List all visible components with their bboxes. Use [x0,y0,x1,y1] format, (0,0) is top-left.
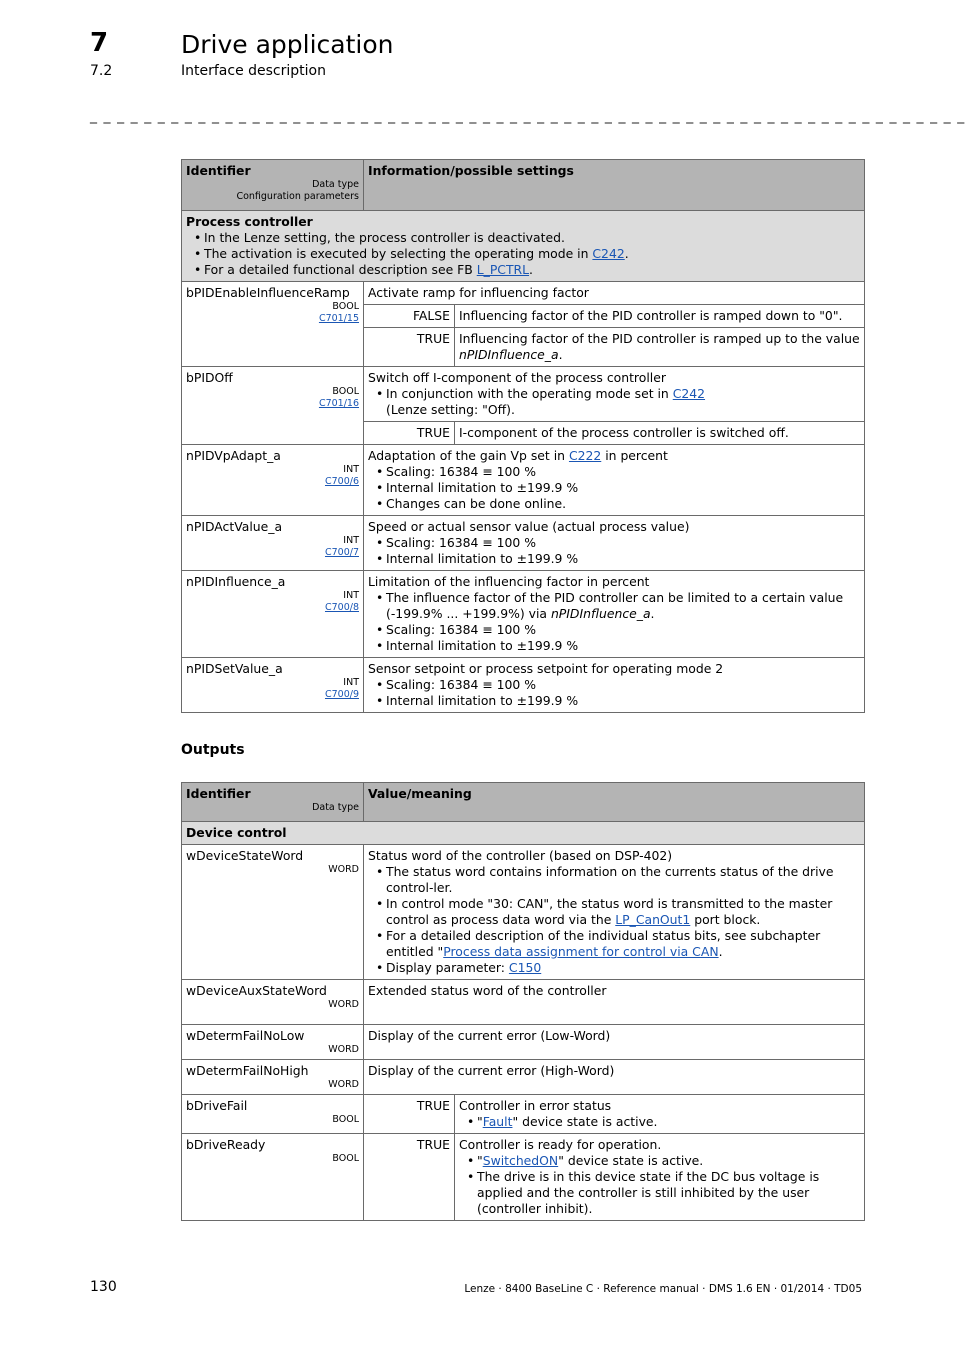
param-link[interactable]: C701/16 [318,398,359,409]
param-link[interactable]: C700/6 [324,476,359,487]
link-c242[interactable]: C242 [672,386,706,401]
chapter-number: 7 [90,28,109,58]
list-item: • The status word contains information on the currents status of the drive control-ler. [386,864,860,896]
param-link[interactable]: C701/15 [318,313,359,324]
identifier-header-cell: Identifier Data type [182,783,364,822]
table-row: nPIDSetValue_a INT C700/9 Sensor setpoint or process setpoint for operating mode 2 • Scaling: 16384 ≡ 100 % • Internal limitation to ±199.9 % [182,658,865,713]
link-c242[interactable]: C242 [592,246,625,261]
outputs-heading: Outputs [181,742,245,758]
table-row: nPIDInfluence_a INT C700/8 Limitation of the influencing factor in percent • The influence factor of the PID controller can be limited to a certain value (-199.9% ... +199.9%) via nPIDInfluence_a. • Scaling: 16384 ≡ 100 % • Internal limitation to ±199.9 % [182,571,865,658]
link-lp-canout1[interactable]: LP_CanOut1 [615,912,691,927]
table-header-row [182,783,865,822]
identifier-cell: bDriveReady BOOL [182,1134,364,1221]
identifier-cell: nPIDVpAdapt_a INT C700/6 [182,445,364,516]
table-row: bPIDEnableInfluenceRamp BOOL C701/15 Activate ramp for influencing factor [182,282,865,305]
identifier-cell: nPIDInfluence_a INT C700/8 [182,571,364,658]
list-item: • Scaling: 16384 ≡ 100 % [386,535,860,551]
group-row-device-control: Device control [182,822,865,845]
table-row: nPIDVpAdapt_a INT C700/6 Adaptation of the gain Vp set in C222 in percent • Scaling: 16384 ≡ 100 % • Internal limitation to ±199.9 % • Changes can be done online. [182,445,865,516]
identifier-cell: bPIDEnableInfluenceRamp BOOL C701/15 [182,282,364,367]
list-item: • The influence factor of the PID controller can be limited to a certain value (-199.9% ... +199.9%) via nPIDInfluence_a. [386,590,860,622]
list-item: • In control mode "30: CAN", the status word is transmitted to the master control as process data word via the LP_CanOut1 port block. [386,896,860,928]
list-item: • Internal limitation to ±199.9 % [386,480,860,496]
group-row-process-controller [182,211,865,282]
list-item: • Scaling: 16384 ≡ 100 % [386,677,860,693]
list-item: • For a detailed description of the individual status bits, see subchapter entitled "Process data assignment for control via CAN. [386,928,860,960]
identifier-header-cell: Identifier Data type Configuration parameters [182,160,364,211]
list-item: • Display parameter: C150 [386,960,860,976]
table-row: bDriveReady BOOL TRUE Controller is ready for operation. • "SwitchedON" device state is active. • The drive is in this device state if the DC bus voltage is applied and the controller is still inhibited by the user (controller inhibit). [182,1134,865,1221]
identifier-cell: wDeviceStateWord WORD [182,845,364,980]
page-number: 130 [90,1279,117,1295]
link-switchedon[interactable]: SwitchedON [482,1153,559,1168]
table-row: wDetermFailNoLow WORD Display of the current error (Low-Word) [182,1025,865,1060]
table-row: wDetermFailNoHigh WORD Display of the current error (High-Word) [182,1060,865,1095]
table-row: TRUE Influencing factor of the PID controller is ramped up to the value nPIDInfluence_a. [182,328,865,367]
list-item: • Scaling: 16384 ≡ 100 % [386,464,860,480]
list-item: • Changes can be done online. [386,496,860,512]
link-process-data-assignment[interactable]: Process data assignment for control via CAN [443,944,719,959]
inputs-table [181,159,865,713]
table-row: wDeviceAuxStateWord WORD Extended status word of the controller [182,980,865,1025]
identifier-cell: nPIDSetValue_a INT C700/9 [182,658,364,713]
table-row: nPIDActValue_a INT C700/7 Speed or actual sensor value (actual process value) • Scaling: 16384 ≡ 100 % • Internal limitation to ±199.9 % [182,516,865,571]
group-bullets [186,230,860,278]
link-l-pctrl[interactable]: L_PCTRL [476,262,530,277]
list-item: • The activation is executed by selecting the operating mode in C242. [204,246,860,262]
chapter-title: Drive application [181,30,394,59]
list-item: • In conjunction with the operating mode set in C242 (Lenze setting: "Off). [386,386,860,418]
table-row: bPIDOff BOOL C701/16 Switch off I-component of the process controller • In conjunction with the operating mode set in C242 (Lenze setting: "Off). [182,367,865,422]
group-title: Process controller [186,214,313,229]
section-title: Interface description [181,63,326,79]
list-item: • The drive is in this device state if the DC bus voltage is applied and the controller is still inhibited by the user (controller inhibit). [477,1169,860,1217]
table-row: wDeviceStateWord WORD Status word of the controller (based on DSP-402) • The status word contains information on the currents status of the drive control-ler. • In control mode "30: CAN", the status word is transmitted to the master control as process data word via the LP_CanOut1 port block. • For a detailed description of the individual status bits, see subchapter entitled "Process data assignment for control via CAN. • Display parameter: C150 [182,845,865,980]
table-row: TRUE I-component of the process controller is switched off. [182,422,865,445]
identifier-cell: bPIDOff BOOL C701/16 [182,367,364,445]
header-divider: _ _ _ _ _ _ _ _ _ _ _ _ _ _ _ _ _ _ _ _ _ _ _ _ _ _ _ _ _ _ _ _ _ _ _ _ _ _ _ _ _ _ _ _ _ _ _ _ _ _ _ _ _ _ _ _ _ _ _ _ _ _ _ _ _ [90,108,965,124]
link-c150[interactable]: C150 [508,960,542,975]
footer-text: Lenze · 8400 BaseLine C · Reference manual · DMS 1.6 EN · 01/2014 · TD05 [464,1283,862,1295]
list-item: • Internal limitation to ±199.9 % [386,638,860,654]
list-item: • "Fault" device state is active. [477,1114,860,1130]
list-item: • "SwitchedON" device state is active. [477,1153,860,1169]
link-fault[interactable]: Fault [482,1114,513,1129]
table-row: FALSE Influencing factor of the PID controller is ramped down to "0". [182,305,865,328]
list-item: • Internal limitation to ±199.9 % [386,551,860,567]
identifier-cell: wDetermFailNoHigh WORD [182,1060,364,1095]
table-row: bDriveFail BOOL TRUE Controller in error status • "Fault" device state is active. [182,1095,865,1134]
identifier-cell: bDriveFail BOOL [182,1095,364,1134]
table-header-row [182,160,865,211]
outputs-table [181,782,865,1221]
link-c222[interactable]: C222 [568,448,602,463]
section-number: 7.2 [90,63,113,79]
list-item: • In the Lenze setting, the process controller is deactivated. [204,230,860,246]
param-link[interactable]: C700/7 [324,547,359,558]
info-header-cell: Information/possible settings [364,160,865,211]
identifier-cell: wDetermFailNoLow WORD [182,1025,364,1060]
list-item: • For a detailed functional description see FB L_PCTRL. [204,262,860,278]
value-header-cell: Value/meaning [364,783,865,822]
list-item: • Scaling: 16384 ≡ 100 % [386,622,860,638]
identifier-cell: nPIDActValue_a INT C700/7 [182,516,364,571]
identifier-cell: wDeviceAuxStateWord WORD [182,980,364,1025]
list-item: • Internal limitation to ±199.9 % [386,693,860,709]
param-link[interactable]: C700/8 [324,602,359,613]
param-link[interactable]: C700/9 [324,689,359,700]
